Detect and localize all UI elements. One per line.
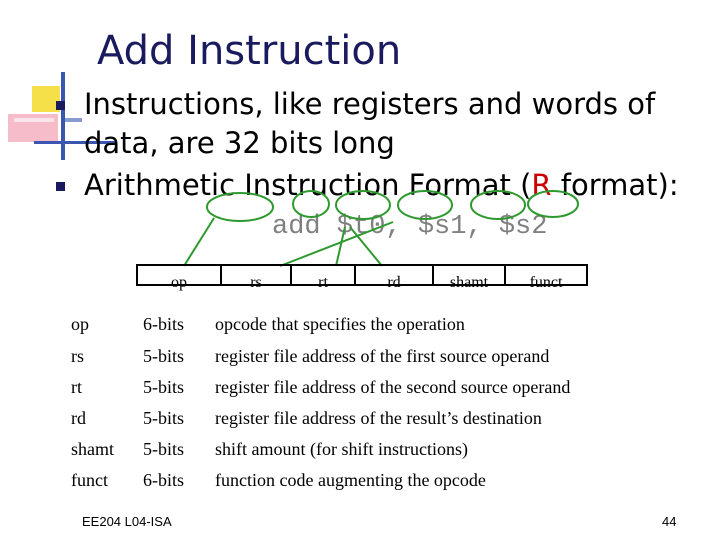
slide-footer: EE204 L04-ISA bbox=[82, 514, 172, 529]
slide-title: Add Instruction bbox=[97, 28, 402, 74]
table-field-op: op bbox=[71, 314, 89, 334]
table-bits-rs: 5-bits bbox=[143, 346, 185, 366]
table-desc-shamt: shift amount (for shift instructions) bbox=[215, 439, 468, 459]
table-field-rt: rt bbox=[71, 377, 82, 397]
connector-line bbox=[336, 227, 345, 266]
table-bits-shamt: 5-bits bbox=[143, 439, 185, 459]
bullet-2-text-post: format): bbox=[551, 168, 679, 202]
oval-rt bbox=[336, 191, 390, 219]
table-desc-rt: register file address of the second source operand bbox=[215, 377, 571, 397]
connector-line bbox=[184, 218, 214, 266]
table-field-rs: rs bbox=[71, 346, 84, 366]
format-field-rd: rd bbox=[354, 266, 432, 284]
oval-op bbox=[207, 193, 273, 221]
table-desc-op: opcode that specifies the operation bbox=[215, 314, 465, 334]
bullet-1-line-1: Instructions, like registers and words of bbox=[84, 87, 656, 121]
table-desc-funct: function code augmenting the opcode bbox=[215, 470, 486, 490]
table-field-rd: rd bbox=[71, 408, 86, 428]
table-desc-rs: register file address of the first source operand bbox=[215, 346, 550, 366]
format-field-op: op bbox=[171, 274, 187, 291]
table-bits-rd: 5-bits bbox=[143, 408, 185, 428]
oval-rs bbox=[293, 191, 329, 217]
format-field-shamt: shamt bbox=[432, 266, 504, 284]
table-bits-op: 6-bits bbox=[143, 314, 185, 334]
table-field-funct: funct bbox=[71, 470, 108, 490]
format-field-rs: rs bbox=[220, 266, 290, 284]
table-desc-rd: register file address of the result’s destination bbox=[215, 408, 542, 428]
r-format-box bbox=[136, 264, 588, 291]
page-number: 44 bbox=[662, 514, 677, 529]
bullet-1-line-2: data, are 32 bits long bbox=[84, 126, 395, 160]
oval-funct bbox=[528, 191, 578, 217]
format-field-funct: funct bbox=[504, 266, 586, 284]
bullet-2-text-pre: Arithmetic Instruction Format ( bbox=[84, 168, 532, 202]
table-bits-rt: 5-bits bbox=[143, 377, 185, 397]
format-field-rt: rt bbox=[290, 266, 354, 284]
oval-rd bbox=[398, 191, 452, 219]
oval-shamt bbox=[471, 191, 525, 219]
bullet-2-highlight: R bbox=[531, 168, 552, 202]
instruction-code: add $t0, $s1, $s2 bbox=[272, 212, 548, 242]
table-field-shamt: shamt bbox=[71, 439, 114, 459]
table-bits-funct: 6-bits bbox=[143, 470, 185, 490]
